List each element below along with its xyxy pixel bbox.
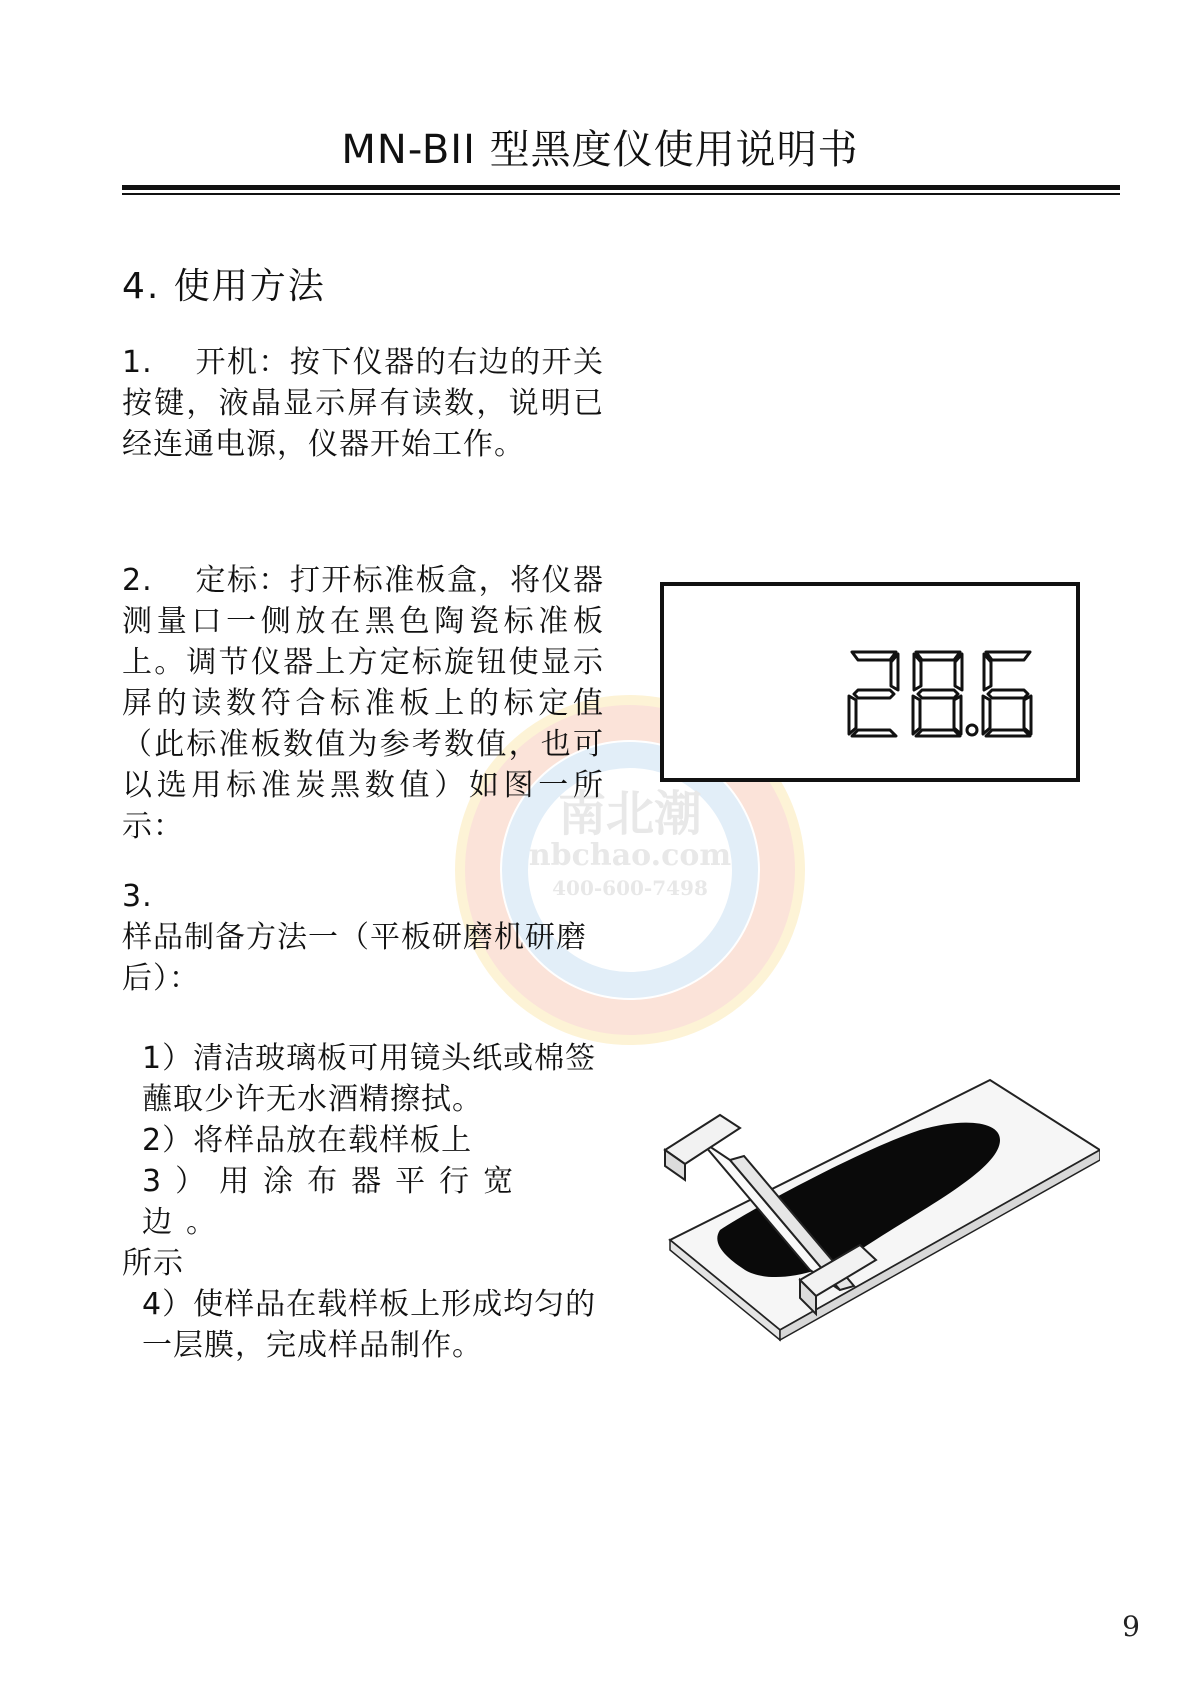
header-rule-thin bbox=[122, 193, 1120, 195]
step-2-text: 2. 定标：打开标准板盒，将仪器测量口一侧放在黑色陶瓷标准板上。调节仪器上方定标旋钮使显示屏的读数符合标准板上的标定值（此标准板数值为参考数值，也可以选用标准炭黑数值）如图一所示： bbox=[122, 563, 604, 844]
watermark-cn: 南北潮 bbox=[557, 786, 702, 842]
lcd-display bbox=[660, 582, 1080, 782]
watermark-phone: 400-600-7498 bbox=[552, 876, 708, 900]
step-3-paragraph bbox=[122, 876, 604, 999]
substep-4: 4）使样品在载样板上形成均匀的一层膜，完成样品制作。 bbox=[142, 1287, 597, 1363]
step-1-paragraph bbox=[122, 342, 604, 465]
section-title: 4. 使用方法 bbox=[122, 266, 326, 307]
substep-3: 3）用涂布器平行宽边。 bbox=[142, 1164, 528, 1240]
watermark-site: nbchao.com bbox=[528, 838, 732, 873]
step-3-number: 3. bbox=[122, 879, 153, 914]
page-header-title: MN-BII 型黑度仪使用说明书 bbox=[341, 127, 859, 173]
header-rule-thick bbox=[122, 185, 1120, 190]
page-number: 9 bbox=[1122, 1610, 1140, 1643]
step-2-paragraph bbox=[122, 560, 604, 847]
substep-3-continued: 所示 bbox=[122, 1246, 184, 1281]
step-1-text: 1. 开机：按下仪器的右边的开关按键，液晶显示屏有读数，说明已经连通电源，仪器开始工作。 bbox=[122, 345, 604, 462]
step-3-text: 样品制备方法一（平板研磨机研磨后）： bbox=[122, 920, 587, 996]
substeps-list bbox=[122, 1038, 604, 1366]
substep-2: 2）将样品放在载样板上 bbox=[142, 1123, 473, 1158]
substep-1: 1）清洁玻璃板可用镜头纸或棉签蘸取少许无水酒精擦拭。 bbox=[142, 1041, 597, 1117]
lcd-digits-icon bbox=[844, 648, 1044, 740]
sample-plate-illustration bbox=[660, 1060, 1100, 1364]
sample-plate-icon bbox=[660, 1060, 1100, 1360]
